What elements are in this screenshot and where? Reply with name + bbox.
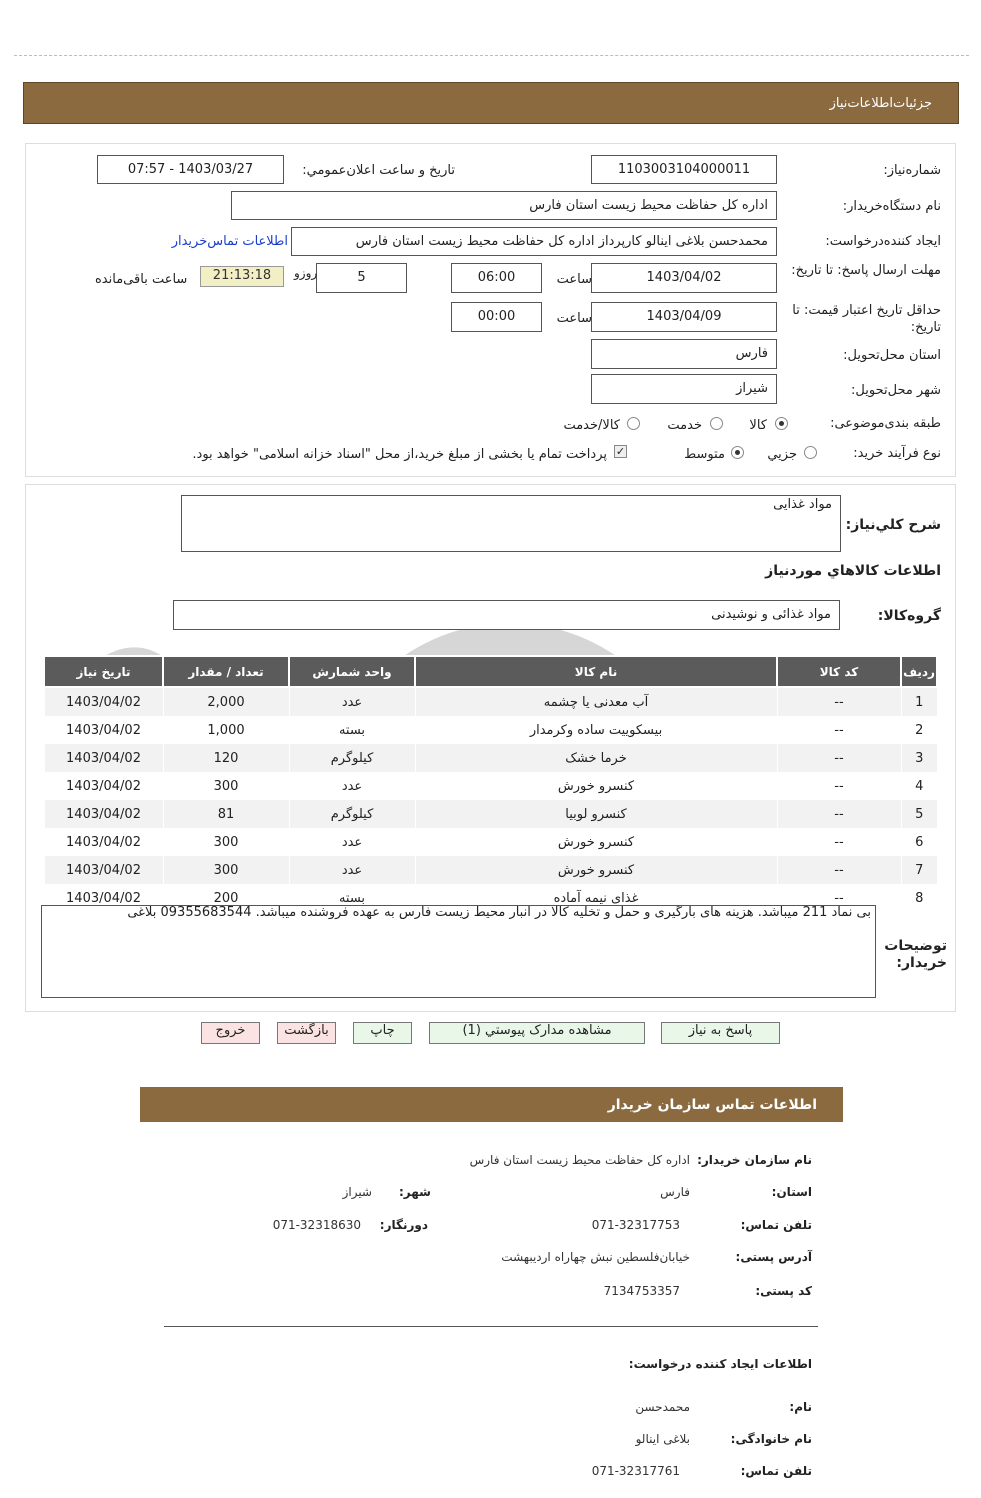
item-date: 1403/04/02 — [44, 800, 163, 828]
row-number: 2 — [901, 716, 937, 744]
province-label: استان محل‌تحویل: — [843, 348, 941, 363]
treasury-checkbox[interactable]: ✓ — [615, 445, 626, 458]
category-option-both: کالا/خدمت — [563, 418, 620, 433]
goods-table-header — [44, 656, 937, 687]
city-field: شیراز — [591, 374, 777, 404]
contact-postal-label: کد پستی: — [755, 1284, 812, 1298]
province-field: فارس — [591, 339, 777, 369]
creator-phone: 071-32317761 — [591, 1464, 680, 1478]
item-name: غذای نیمه آماده — [415, 884, 777, 912]
item-unit: کیلوگرم — [289, 744, 415, 772]
attachments-button[interactable]: مشاهده مدارک پیوستي (1) — [429, 1022, 645, 1044]
contact-address: خیابان‌فلسطین نبش چهاراه اردیبهشت — [501, 1250, 690, 1264]
row-number: 7 — [901, 856, 937, 884]
category-option-service: خدمت — [667, 418, 702, 433]
table-row — [44, 772, 937, 800]
item-unit: کیلوگرم — [289, 800, 415, 828]
contact-province: فارس — [660, 1185, 690, 1199]
item-qty: 200 — [163, 884, 289, 912]
reply-time-field: 06:00 — [451, 263, 542, 293]
category-radio-goods[interactable] — [775, 417, 788, 430]
description-label: شرح کلي‌نیاز: — [845, 517, 941, 533]
page-header — [23, 82, 959, 124]
contact-header — [140, 1087, 843, 1122]
contact-address-label: آدرس پستی: — [735, 1250, 812, 1264]
purchase-radio-minor[interactable] — [804, 446, 817, 459]
announce-label: تاریخ و ساعت اعلان‌عمومي: — [302, 163, 455, 178]
price-validity-text: حداقل تاریخ اعتبار قیمت: تا تاریخ: — [792, 303, 941, 335]
item-code: -- — [777, 744, 901, 772]
purchase-option-medium: متوسط — [684, 447, 725, 462]
item-name: آب معدنی یا چشمه — [415, 687, 777, 716]
creator-phone-label: تلفن تماس: — [740, 1464, 812, 1478]
top-divider — [14, 55, 969, 56]
row-number: 5 — [901, 800, 937, 828]
item-qty: 300 — [163, 772, 289, 800]
buyer-notes-value: بی نماد 211 میباشد. هزینه های بارگیری و حمل و تخلیه کالا در انبار محیط زیست فارس به عهده فروشنده میباشد. 09355683544 بلاغی — [127, 905, 871, 920]
item-unit: بسته — [289, 884, 415, 912]
announce-field: 1403/03/27 - 07:57 — [97, 155, 284, 184]
contact-postal: 7134753357 — [603, 1284, 680, 1298]
purchase-option-minor: جزیي — [767, 447, 797, 462]
category-label: طبقه بندی‌موضوعی: — [830, 416, 941, 431]
item-date: 1403/04/02 — [44, 687, 163, 716]
contact-org-label: نام سازمان خریدار: — [697, 1153, 812, 1167]
purchase-radio-medium[interactable] — [731, 446, 744, 459]
item-qty: 120 — [163, 744, 289, 772]
col-row: ردیف — [901, 656, 937, 687]
creator-field: محمدحسن بلاغی اینالو کارپرداز اداره کل حفاظت محیط زیست استان فارس — [291, 227, 777, 256]
item-unit: عدد — [289, 828, 415, 856]
item-qty: 81 — [163, 800, 289, 828]
reply-time-label: ساعت — [556, 272, 592, 287]
item-unit: عدد — [289, 856, 415, 884]
item-name: کنسرو خورش — [415, 828, 777, 856]
creator-label: ایجاد کننده‌درخواست: — [825, 234, 941, 249]
row-number: 6 — [901, 828, 937, 856]
remaining-label: ساعت باقی‌مانده — [95, 272, 188, 287]
item-date: 1403/04/02 — [44, 828, 163, 856]
col-unit: واحد شمارش — [289, 656, 415, 687]
item-qty: 2,000 — [163, 687, 289, 716]
item-code: -- — [777, 687, 901, 716]
contact-city: شیراز — [342, 1185, 372, 1199]
buyer-org-label: نام دستگاه‌خریدار: — [842, 199, 941, 214]
category-radio-both[interactable] — [627, 417, 640, 430]
row-number: 3 — [901, 744, 937, 772]
reply-deadline-label — [781, 262, 941, 279]
category-radio-service[interactable] — [710, 417, 723, 430]
creator-name: محمدحسن — [635, 1400, 690, 1414]
contact-divider — [164, 1326, 818, 1327]
creator-family-label: نام خانوادگی: — [730, 1432, 812, 1446]
goods-table — [43, 655, 938, 912]
goods-group-label: گروه‌کالا: — [877, 608, 941, 624]
contact-city-label: شهر: — [399, 1185, 431, 1199]
item-date: 1403/04/02 — [44, 716, 163, 744]
contact-phone: 071-32317753 — [591, 1218, 680, 1232]
col-qty: تعداد / مقدار — [163, 656, 289, 687]
row-number: 1 — [901, 687, 937, 716]
item-date: 1403/04/02 — [44, 772, 163, 800]
price-validity-label — [776, 302, 941, 336]
creator-info-title: اطلاعات ایجاد کننده درخواست: — [628, 1357, 812, 1371]
reply-date-field: 1403/04/02 — [591, 263, 777, 293]
reply-button[interactable]: پاسخ به نیاز — [661, 1022, 780, 1044]
validity-time-label: ساعت — [556, 311, 592, 326]
days-field: 5 — [316, 263, 407, 293]
back-button[interactable]: بازگشت — [277, 1022, 336, 1044]
page-title: جزئیات‌اطلاعات‌نیاز — [829, 96, 932, 111]
need-number-field: 1103003104000011 — [591, 155, 777, 184]
table-row — [44, 856, 937, 884]
contact-fax-label: دورنگار: — [379, 1218, 428, 1232]
item-code: -- — [777, 772, 901, 800]
col-name: نام کالا — [415, 656, 777, 687]
contact-org: اداره کل حفاظت محیط زیست استان فارس — [469, 1153, 690, 1167]
item-code: -- — [777, 800, 901, 828]
treasury-note: پرداخت تمام یا بخشی از مبلغ خرید،از محل "اسناد خزانه اسلامی" خواهد بود. — [192, 447, 607, 462]
creator-name-label: نام: — [789, 1400, 812, 1414]
purchase-type-label: نوع فرآیند خرید: — [853, 446, 941, 461]
buyer-notes-field — [41, 905, 876, 998]
item-date: 1403/04/02 — [44, 856, 163, 884]
item-unit: بسته — [289, 716, 415, 744]
need-number-label: شماره‌نیاز: — [883, 163, 941, 178]
buyer-notes-text: توضیحات خریدار: — [884, 938, 947, 971]
goods-group-field: مواد غذائی و نوشیدنی — [173, 600, 840, 630]
contact-title: اطلاعات تماس سازمان خریدار — [607, 1097, 817, 1113]
table-row — [44, 800, 937, 828]
item-name: خرما خشک — [415, 744, 777, 772]
item-date: 1403/04/02 — [44, 744, 163, 772]
goods-section-title: اطلاعات کالاهاي موردنیاز — [765, 563, 941, 579]
col-code: کد کالا — [777, 656, 901, 687]
item-name: کنسرو لوبیا — [415, 800, 777, 828]
days-label: روزو — [294, 266, 318, 280]
item-code: -- — [777, 828, 901, 856]
table-row — [44, 744, 937, 772]
row-number: 8 — [901, 884, 937, 912]
remaining-timer: 21:13:18 — [200, 266, 284, 287]
item-code: -- — [777, 856, 901, 884]
buyer-org-field: اداره کل حفاظت محیط زیست استان فارس — [231, 191, 777, 220]
item-code: -- — [777, 716, 901, 744]
buyer-notes-label — [877, 938, 947, 972]
item-qty: 1,000 — [163, 716, 289, 744]
validity-date-field: 1403/04/09 — [591, 302, 777, 332]
category-option-goods: کالا — [749, 418, 767, 433]
item-name: کنسرو خورش — [415, 772, 777, 800]
reply-deadline-text: مهلت ارسال پاسخ: تا تاریخ: — [791, 263, 941, 278]
item-name: بیسکوییت ساده وکرمدار — [415, 716, 777, 744]
row-number: 4 — [901, 772, 937, 800]
validity-time-field: 00:00 — [451, 302, 542, 332]
item-name: کنسرو خورش — [415, 856, 777, 884]
creator-family: بلاغی اینالو — [635, 1432, 690, 1446]
col-date: تاریخ نیاز — [44, 656, 163, 687]
contact-province-label: استان: — [771, 1185, 812, 1199]
item-unit: عدد — [289, 687, 415, 716]
exit-button[interactable]: خروج — [201, 1022, 260, 1044]
item-date: 1403/04/02 — [44, 884, 163, 912]
item-code: -- — [777, 884, 901, 912]
item-qty: 300 — [163, 856, 289, 884]
item-qty: 300 — [163, 828, 289, 856]
contact-phone-label: تلفن تماس: — [740, 1218, 812, 1232]
item-unit: عدد — [289, 772, 415, 800]
table-row — [44, 687, 937, 716]
contact-fax: 071-32318630 — [272, 1218, 361, 1232]
table-row — [44, 716, 937, 744]
table-row — [44, 828, 937, 856]
buyer-contact-link[interactable]: اطلاعات تماس‌خریدار — [171, 234, 288, 249]
description-field: مواد غذایی — [181, 495, 841, 552]
print-button[interactable]: چاپ — [353, 1022, 412, 1044]
city-label: شهر محل‌تحویل: — [851, 383, 941, 398]
